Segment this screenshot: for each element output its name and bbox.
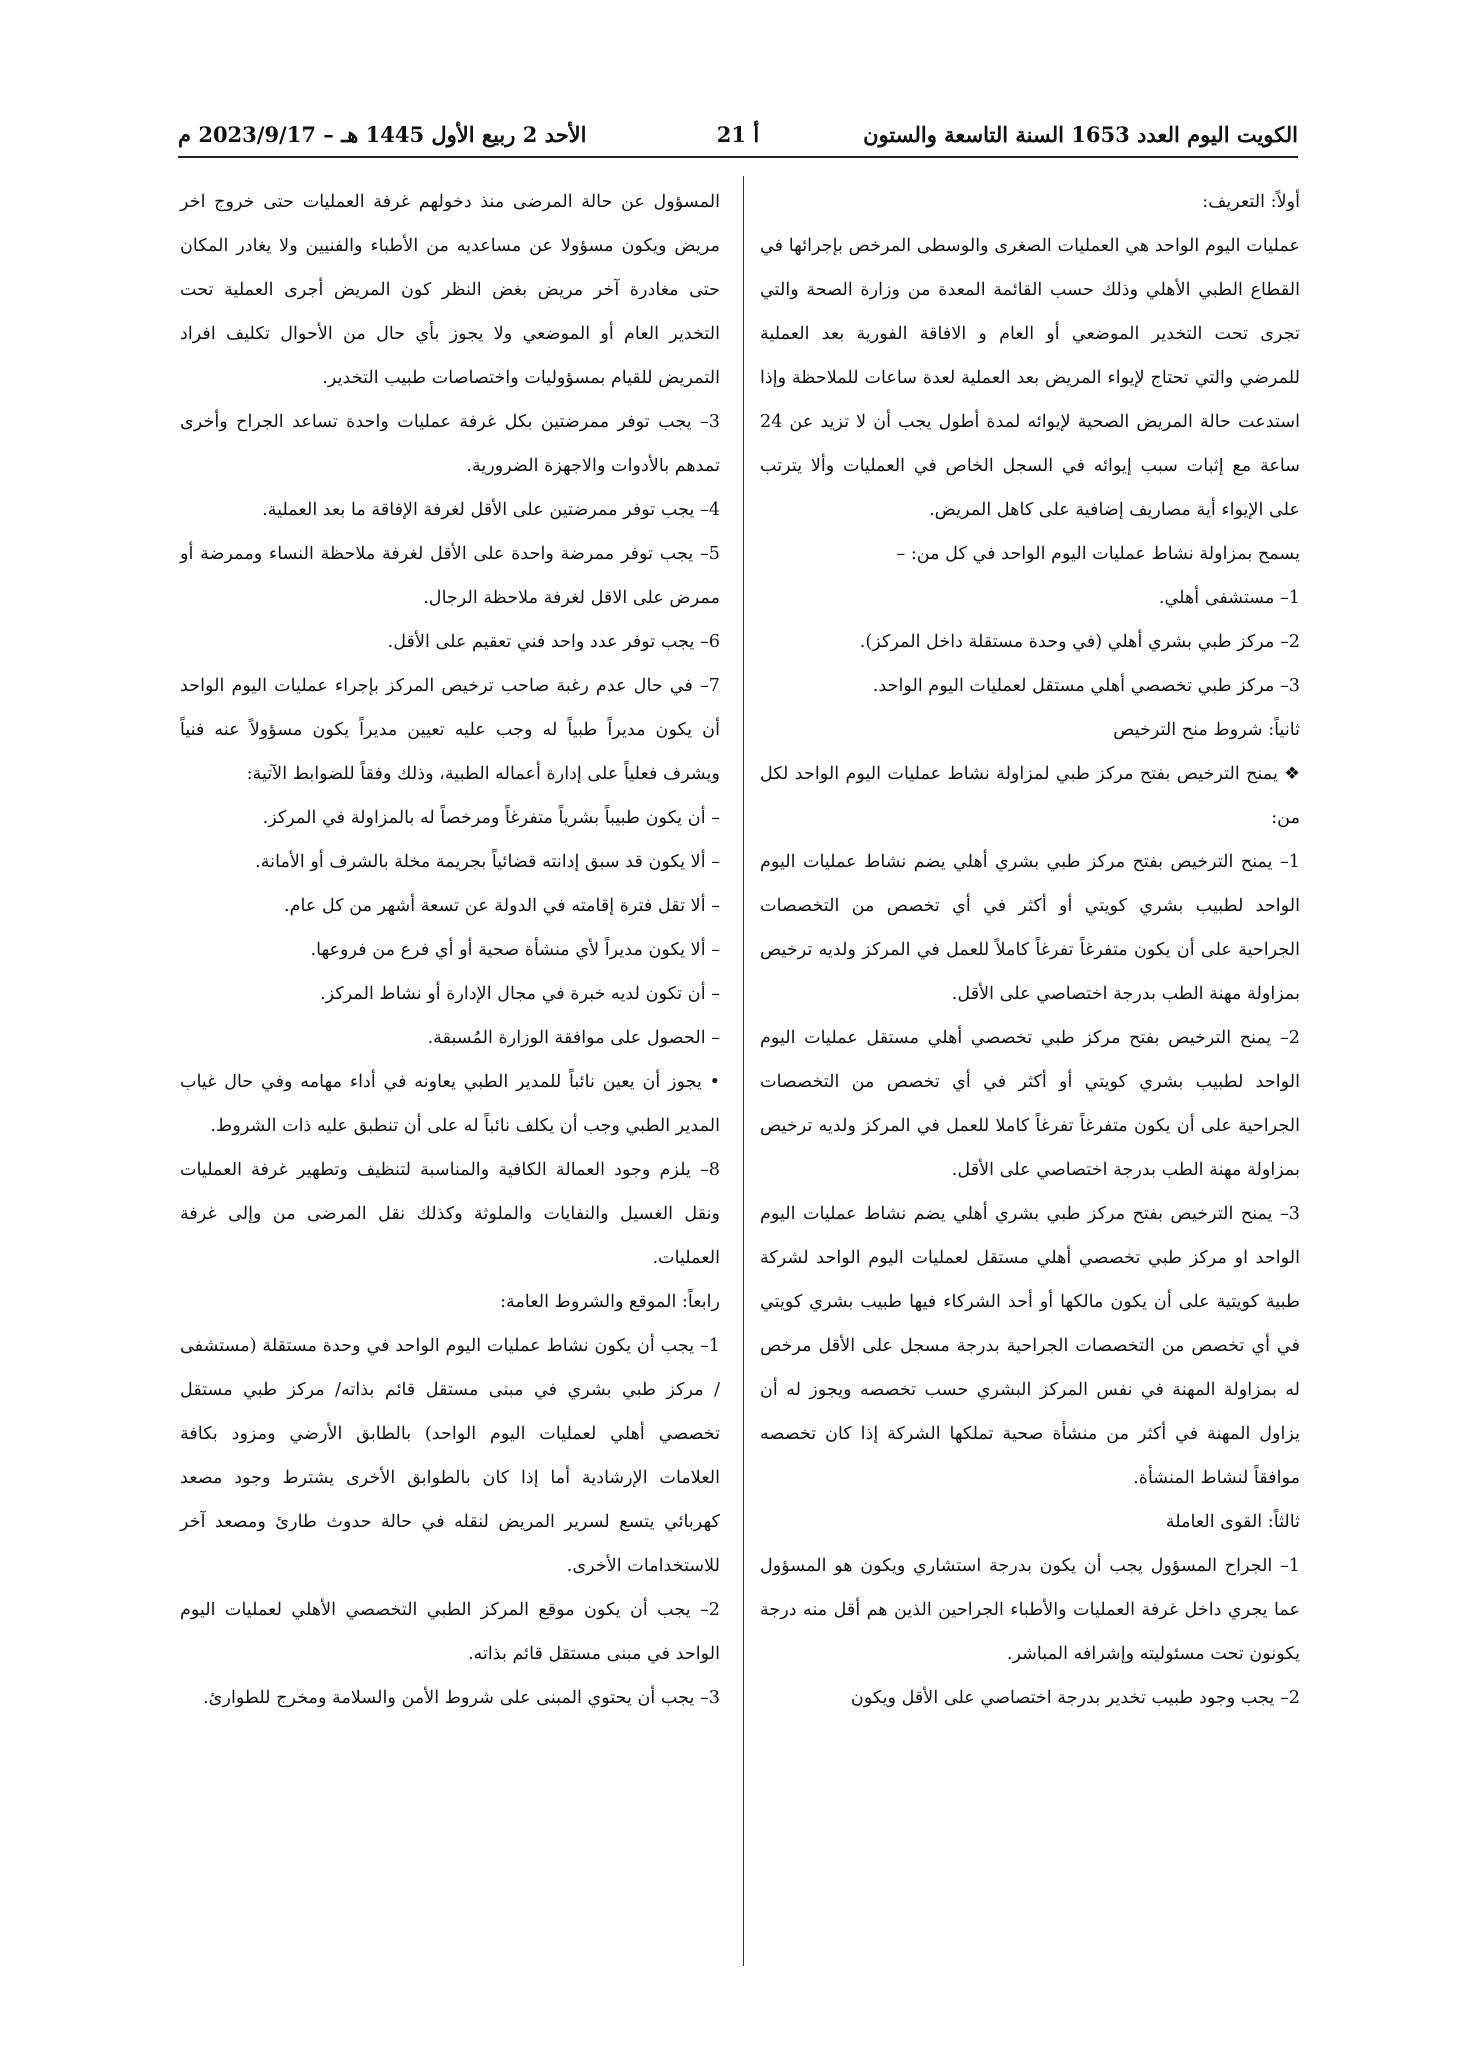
list-item: 7– في حال عدم رغبة صاحب ترخيص المركز بإجراء عمليات اليوم الواحد أن يكون مديراً طبياً له وجب عليه تعيين مديراً يكون مسؤولاً عنه فنياً ويشرف فعلياً على إدارة أعماله الطبية، وذلك وفقاً للضوابط الآتية: xyxy=(180,676,720,784)
paragraph: يسمح بمزاولة نشاط عمليات اليوم الواحد في كل من: – xyxy=(896,544,1300,564)
paragraph: المسؤول عن حالة المرضى منذ دخولهم غرفة العمليات حتى خروج اخر مريض ويكون مسؤولا عن مساعديه من الأطباء والفنيين ولا يغادر المكان حتى مغادرة آخر مريض بغض النظر كون المريض أجرى العملية تحت التخدير العام أو الموضعي ولا يجوز بأي حال من الأحوال تكليف افراد التمريض للقيام بمسؤوليات واختصاصات طبيب التخدير. xyxy=(180,192,720,388)
list-item: 5– يجب توفر ممرضة واحدة على الأقل لغرفة ملاحظة النساء وممرضة أو ممرض على الاقل لغرفة ملاحظة الرجال. xyxy=(180,544,720,608)
list-item: 1– يمنح الترخيص بفتح مركز طبي بشري أهلي يضم نشاط عمليات اليوم الواحد لطبيب بشري كويتي أو أكثر في أي تخصص من التخصصات الجراحية على أن يكون متفرغاً تفرغاً كاملاً للعمل في المركز ولديه ترخيص بمزاولة مهنة الطب بدرجة اختصاصي على الأقل. xyxy=(760,852,1300,1004)
right-column xyxy=(760,180,1300,1720)
list-item: 1– يجب أن يكون نشاط عمليات اليوم الواحد في وحدة مستقلة (مستشفى / مركز طبي بشري في مبنى مستقل قائم بذاته/ مركز طبي مستقل تخصصي أهلي لعمليات اليوم الواحد) بالطابق الأرضي ومزود بكافة العلامات الإرشادية أما إذا كان بالطوابق الأخرى يشترط وجود مصعد كهربائي يتسع لسرير المريض لنقله في حالة حدوث طارئ ومصعد آخر للاستخدامات الأخرى. xyxy=(180,1336,720,1576)
list-item: 3– يجب توفر ممرضتين بكل غرفة عمليات واحدة تساعد الجراح وأخرى تمدهم بالأدوات والاجهزة الضرورية. xyxy=(180,412,720,476)
list-item: 1– مستشفى أهلي. xyxy=(1158,588,1300,608)
list-item: 2– يمنح الترخيص بفتح مركز طبي تخصصي أهلي مستقل عمليات اليوم الواحد لطبيب بشري كويتي أو أكثر في أي تخصص من التخصصات الجراحية على أن يكون متفرغاً تفرغاً كاملا للعمل في المركز ولديه ترخيص بمزاولة مهنة الطب بدرجة اختصاصي على الأقل. xyxy=(760,1028,1300,1180)
sub-list-item: – ألا يكون مديراً لأي منشأة صحية أو أي فرع من فروعها. xyxy=(310,940,720,960)
section-2-heading: ثانياً: شروط منح الترخيص xyxy=(1113,720,1300,740)
section-1-heading: أولاً: التعريف: xyxy=(1202,192,1300,212)
paragraph: عمليات اليوم الواحد هي العمليات الصغرى والوسطى المرخص بإجرائها في القطاع الطبي الأهلي وذلك حسب القائمة المعدة من وزارة الصحة والتي تجرى تحت التخدير الموضعي أو العام و الافاقة الفورية بعد العملية للمرضي والتي تحتاج لإيواء المريض بعد العملية لعدة ساعات للملاحظة وإذا استدعت حالة المريض الصحية لإيوائه لمدة أطول يجب أن لا تزيد عن 24 ساعة مع إثبات سبب إيوائه في السجل الخاص في العمليات وألا يترتب على الإيواء أية مصاريف إضافية على كاهل المريض. xyxy=(760,236,1300,520)
sub-list-item: – الحصول على موافقة الوزارة المُسبقة. xyxy=(427,1028,720,1048)
list-item: 2– يجب وجود طبيب تخدير بدرجة اختصاصي على الأقل ويكون xyxy=(850,1688,1300,1708)
list-item: 3– مركز طبي تخصصي أهلي مستقل لعمليات اليوم الواحد. xyxy=(872,676,1300,696)
column-divider xyxy=(743,176,744,1966)
page-header xyxy=(178,118,1298,154)
list-item: 2– مركز طبي بشري أهلي (في وحدة مستقلة داخل المركز). xyxy=(859,632,1300,652)
left-column xyxy=(180,180,720,1720)
publication-info: الكويت اليوم العدد 1653 السنة التاسعة والستون xyxy=(863,122,1298,147)
list-item: 4– يجب توفر ممرضتين على الأقل لغرفة الإفاقة ما بعد العملية. xyxy=(262,500,720,520)
sub-list-item: – أن يكون طبيباً بشرياً متفرغاً ومرخصاً له بالمزاولة في المركز. xyxy=(262,808,720,828)
bullet-item: • يجوز أن يعين نائباً للمدير الطبي يعاونه في أداء مهامه وفي حال غياب المدير الطبي وجب أن يكلف نائباً له على أن تنطبق عليه ذات الشروط. xyxy=(180,1072,720,1136)
section-3-heading: ثالثاً: القوى العاملة xyxy=(1165,1512,1300,1532)
page-number: أ 21 xyxy=(716,122,760,147)
paragraph: ❖ يمنح الترخيص بفتح مركز طبي لمزاولة نشاط عمليات اليوم الواحد لكل من: xyxy=(760,764,1300,828)
list-item: 6– يجب توفر عدد واحد فني تعقيم على الأقل. xyxy=(387,632,720,652)
list-item: 1– الجراح المسؤول يجب أن يكون بدرجة استشاري ويكون هو المسؤول عما يجري داخل غرفة العمليات والأطباء الجراحين الذين هم أقل منه درجة يكونون تحت مسئوليته وإشرافه المباشر. xyxy=(760,1556,1300,1664)
header-rule xyxy=(178,156,1298,158)
sub-list-item: – ألا تقل فترة إقامته في الدولة عن تسعة أشهر من كل عام. xyxy=(284,896,720,916)
list-item: 3– يمنح الترخيص بفتح مركز طبي بشري أهلي يضم نشاط عمليات اليوم الواحد او مركز طبي تخصصي أهلي مستقل لعمليات اليوم الواحد لشركة طبية كويتية على أن يكون مالكها أو أحد الشركاء فيها طبيب بشري كويتي في أي تخصص من التخصصات الجراحية بدرجة مسجل على الأقل مرخص له بمزاولة المهنة في نفس المركز البشري حسب تخصصه ويجوز له أن يزاول المهنة في أكثر من منشأة صحية تملكها الشركة إذا كان تخصصه موافقاً لنشاط المنشأة. xyxy=(760,1204,1300,1488)
list-item: 8– يلزم وجود العمالة الكافية والمناسبة لتنظيف وتطهير غرفة العمليات ونقل الغسيل والنفايات والملوثة وكذلك نقل المرضى من وإلى غرفة العمليات. xyxy=(180,1160,720,1268)
sub-list-item: – ألا يكون قد سبق إدانته قضائياً بجريمة مخلة بالشرف أو الأمانة. xyxy=(255,852,720,872)
sub-list-item: – أن تكون لديه خبرة في مجال الإدارة أو نشاط المركز. xyxy=(320,984,720,1004)
list-item: 3– يجب أن يحتوي المبنى على شروط الأمن والسلامة ومخرج للطوارئ. xyxy=(203,1688,720,1708)
issue-date: الأحد 2 ربيع الأول 1445 هـ – 2023/9/17 م xyxy=(178,122,587,147)
list-item: 2– يجب أن يكون موقع المركز الطبي التخصصي الأهلي لعمليات اليوم الواحد في مبنى مستقل قائم بذاته. xyxy=(180,1600,720,1664)
section-4-heading: رابعاً: الموقع والشروط العامة: xyxy=(500,1292,720,1312)
